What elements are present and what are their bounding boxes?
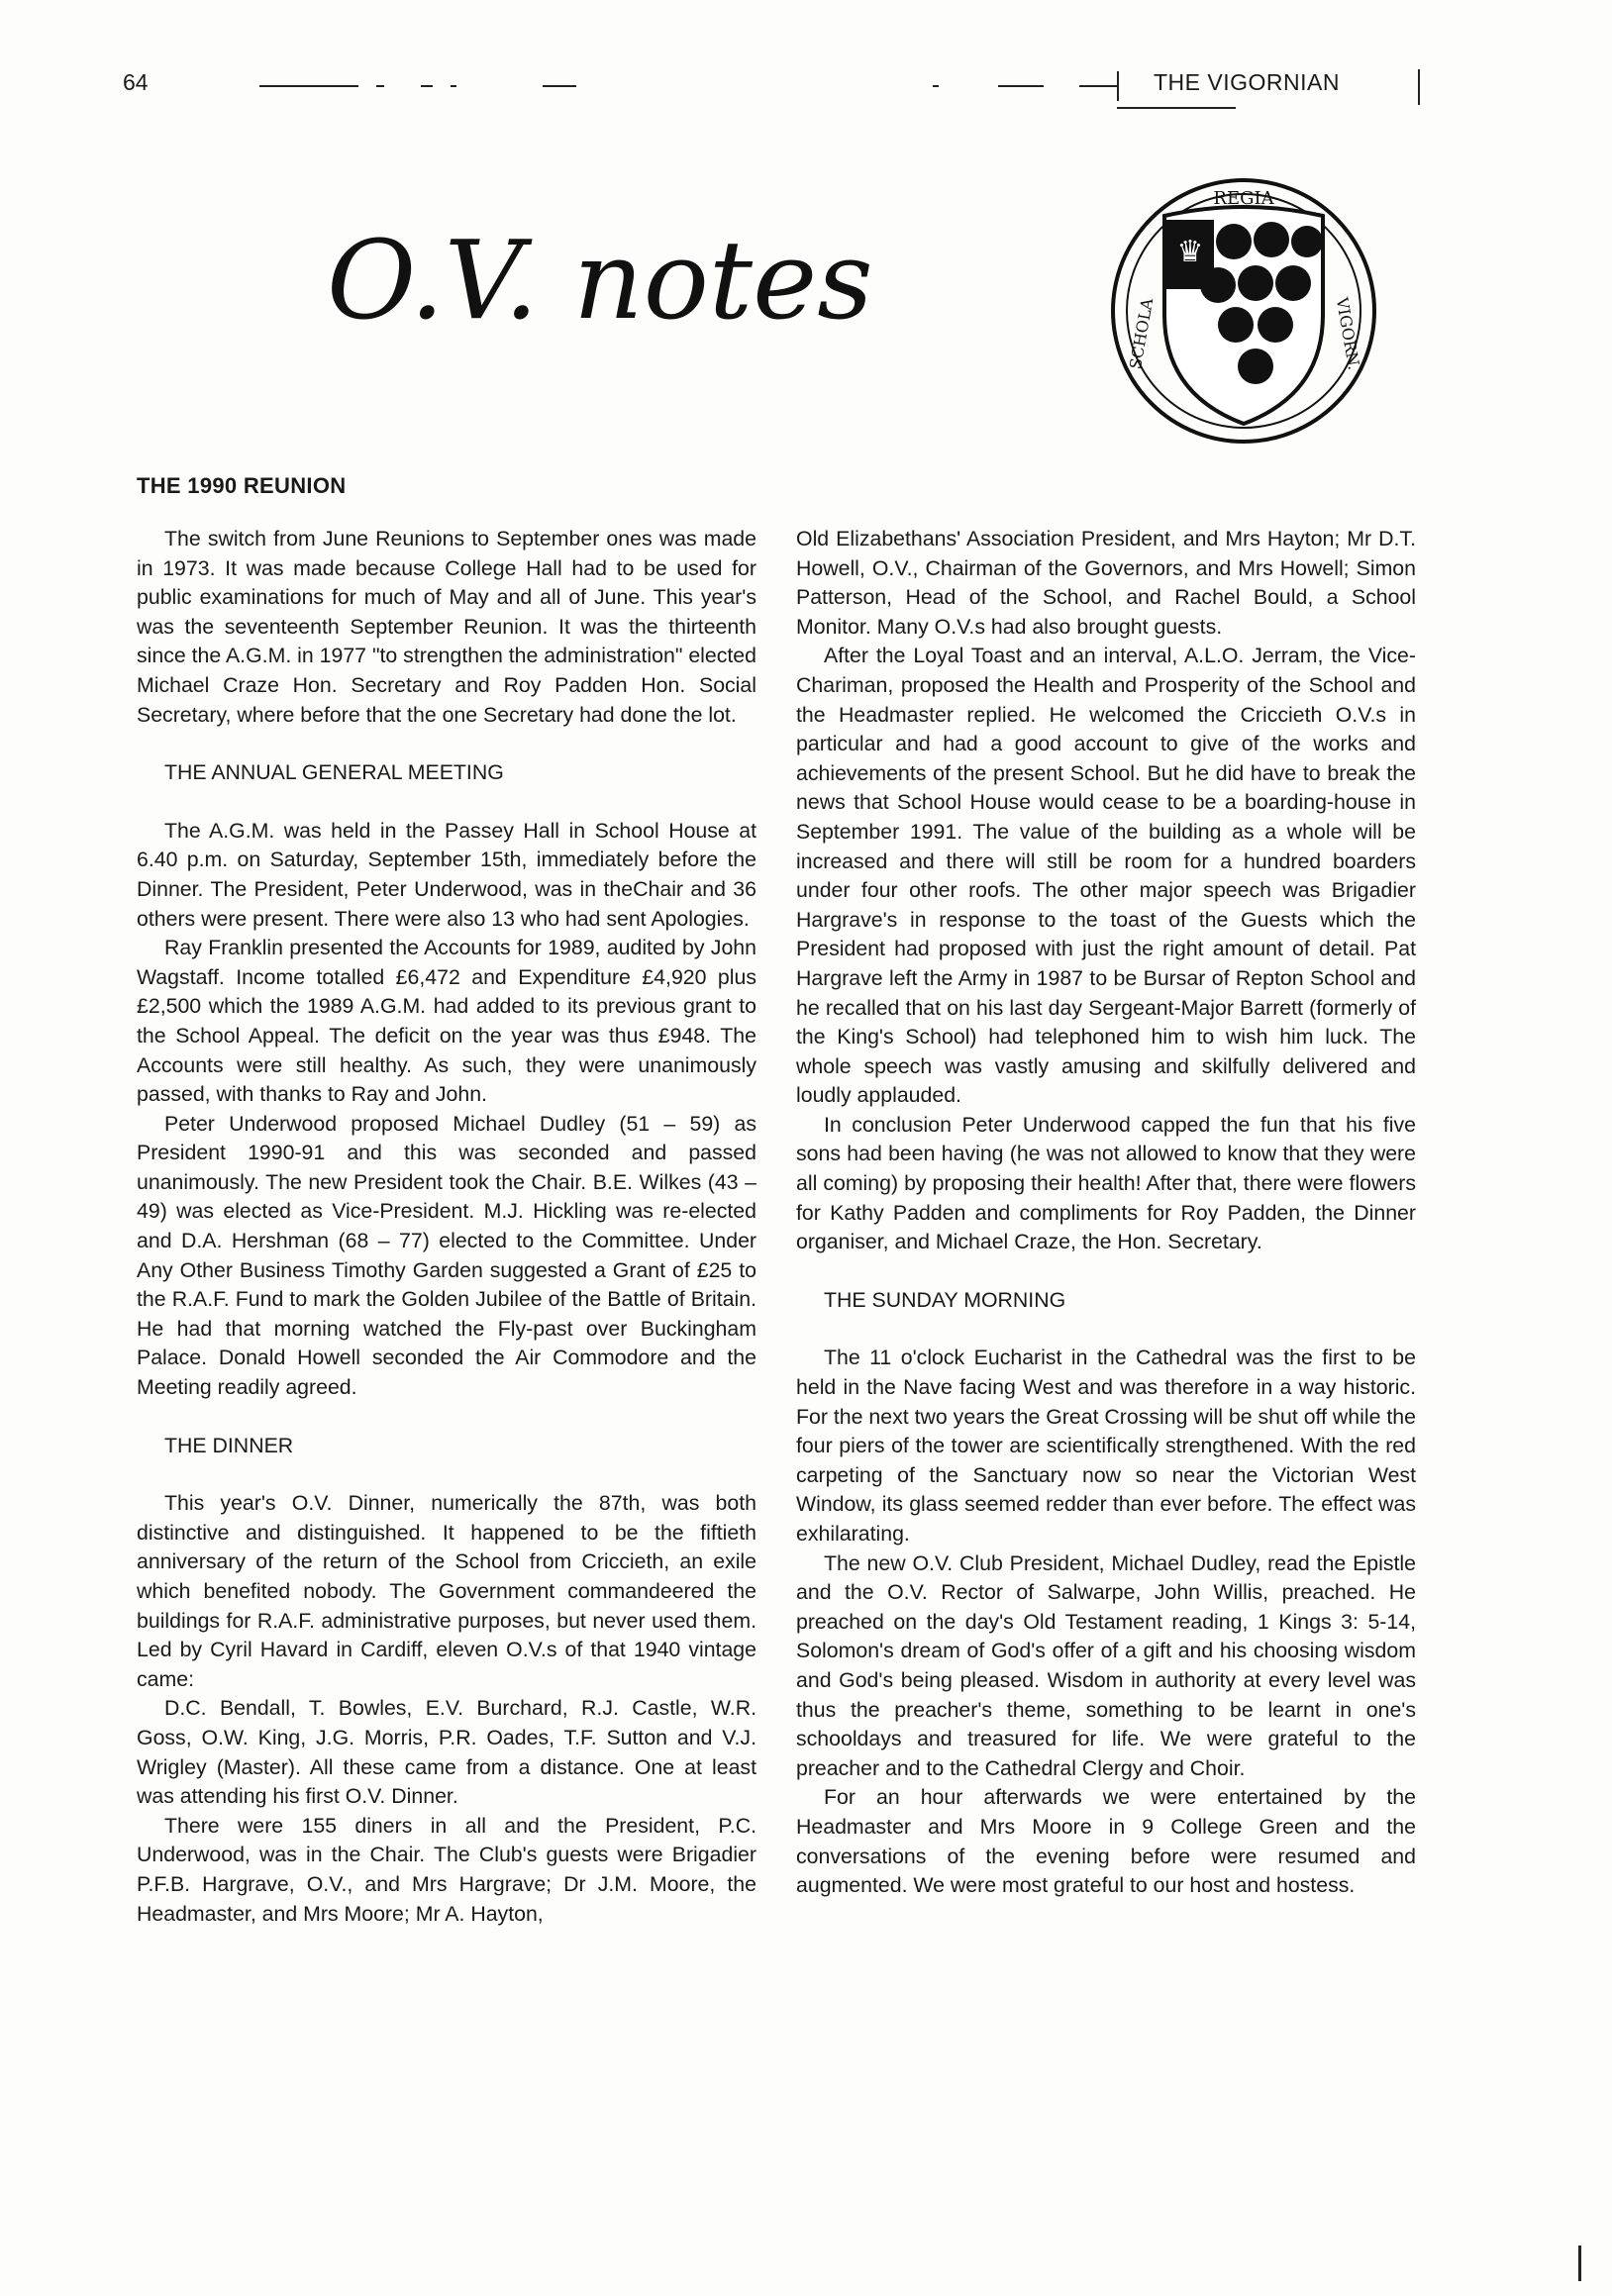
header-rule	[933, 85, 939, 87]
header-rule	[998, 85, 1044, 87]
section-title: THE 1990 REUNION	[137, 473, 347, 498]
paragraph: The 11 o'clock Eucharist in the Cathedral was the first to be held in the Nave facing West and was therefore in a way historic. For the next two years the Great Crossing will be shut off while the four piers of the tower are scientifically strengthened. With the red carpeting of the Sanctuary now so near the Victorian West Window, its glass seemed redder than ever before. The effect was exhilarating.	[796, 1346, 1416, 1546]
paragraph: D.C. Bendall, T. Bowles, E.V. Burchard, R.J. Castle, W.R. Goss, O.W. King, J.G. Morris, P.R. Oades, T.F. Sutton and V.J. Wrigley (Master). All these came from a distance. One at least was attending his first O.V. Dinner.	[137, 1696, 756, 1809]
paragraph: Old Elizabethans' Association President, and Mrs Hayton; Mr D.T. Howell, O.V., Chairman of the Governors, and Mrs Howell; Simon Patterson, Head of the School, and Rachel Bould, a School Monitor. Many O.V.s had also brought guests.	[796, 527, 1416, 639]
header-rule	[376, 85, 384, 87]
text-column-left	[137, 525, 756, 1929]
header-rule	[451, 85, 456, 87]
paragraph: Ray Franklin presented the Accounts for 1989, audited by John Wagstaff. Income totalled £6,472 and Expenditure £4,920 plus £2,500 which the 1989 A.G.M. had added to its previous grant to the School Appeal. The deficit on the year was thus £948. The Accounts were still healthy. As such, they were unanimously passed, with thanks to Ray and John.	[137, 936, 756, 1107]
paragraph: After the Loyal Toast and an interval, A.L.O. Jerram, the Vice-Chariman, proposed the Health and Prosperity of the School and the Headmaster replied. He welcomed the Criccieth O.V.s in particular and had a good account to give of the works and achievements of the present School. But he did have to break the news that School House would cease to be a boarding-house in September 1991. The value of the building as a whole will be increased and there will still be room for a hundred boarders under four other roofs. The other major speech was Brigadier Hargrave's in response to the toast of the Guests which the President had proposed with just the right amount of detail. Pat Hargrave left the Army in 1987 to be Bursar of Repton School and he recalled that on his last day Sergeant-Major Barrett (formerly of the King's School) had telephoned him to wish him luck. The whole speech was vastly amusing and skilfully delivered and loudly applauded.	[796, 644, 1416, 1108]
crest-motto-left: SCHOLA	[1125, 296, 1158, 371]
subsection-heading: THE ANNUAL GENERAL MEETING	[164, 760, 504, 785]
header-rule	[1117, 71, 1119, 101]
page-number: 64	[123, 69, 149, 95]
text-column-right	[796, 525, 1416, 1901]
crest-motto-top: REGIA	[1213, 188, 1274, 209]
paragraph: Peter Underwood proposed Michael Dudley (51 – 59) as President 1990-91 and this was seconded and passed unanimously. The new President took the Chair. B.E. Wilkes (43 – 49) was elected as Vice-President. M.J. Hickling was re-elected and D.A. Hershman (68 – 77) elected to the Committee. Under Any Other Business Timothy Garden suggested a Grant of £25 to the R.A.F. Fund to mark the Golden Jubilee of the Battle of Britain. He had that morning watched the Fly-past over Buckingham Palace. Donald Howell seconded the Air Commodore and the Meeting readily agreed.	[137, 1111, 756, 1400]
school-crest-icon	[1109, 176, 1378, 446]
header-rule	[1117, 107, 1236, 109]
svg-text:♛: ♛	[1176, 235, 1204, 269]
header-rule	[1079, 85, 1117, 87]
paragraph: There were 155 diners in all and the President, P.C. Underwood, was in the Chair. The Club's guests were Brigadier P.F.B. Hargrave, O.V., and Mrs Hargrave; Dr J.M. Moore, the Headmaster, and Mrs Moore; Mr A. Hayton,	[137, 1813, 756, 1926]
subsection-heading: THE DINNER	[164, 1433, 294, 1457]
header-rule	[543, 85, 576, 87]
paragraph: The new O.V. Club President, Michael Dudley, read the Epistle and the O.V. Rector of Salwarpe, John Willis, preached. He preached on the day's Old Testament reading, 1 Kings 3: 5-14, Solomon's dream of God's offer of a gift and his choosing wisdom and God's being pleased. Wisdom in authority at every level was thus the preacher's theme, something to be learnt in one's schooldays and treasured for life. We were grateful to the preacher and to the Cathedral Clergy and Choir.	[796, 1550, 1416, 1780]
page-title: O.V. notes	[327, 217, 873, 344]
crest-motto-right: VIGORN.	[1332, 296, 1364, 372]
header-rule	[1418, 69, 1420, 105]
publication-title: THE VIGORNIAN	[1154, 69, 1340, 95]
scan-edge-mark	[1578, 2246, 1581, 2281]
paragraph: The switch from June Reunions to September ones was made in 1973. It was made because College Hall had to be used for public examinations for much of May and all of June. This year's was the seventeenth September Reunion. It was the thirteenth since the A.G.M. in 1977 "to strengthen the administration" elected Michael Craze Hon. Secretary and Roy Padden Hon. Social Secretary, where before that the one Secretary had done the lot.	[137, 527, 756, 727]
subsection-heading: THE SUNDAY MORNING	[824, 1287, 1066, 1312]
paragraph: The A.G.M. was held in the Passey Hall in School House at 6.40 p.m. on Saturday, September 15th, immediately before the Dinner. The President, Peter Underwood, was in theChair and 36 others were present. There were also 13 who had sent Apologies.	[137, 818, 756, 931]
paragraph: This year's O.V. Dinner, numerically the 87th, was both distinctive and distinguished. It happened to be the fiftieth anniversary of the return of the School from Criccieth, an exile which benefited nobody. The Government commandeered the buildings for R.A.F. administrative purposes, but never used them. Led by Cyril Havard in Cardiff, eleven O.V.s of that 1940 vintage came:	[137, 1491, 756, 1691]
header-rule	[421, 85, 433, 87]
header-rule	[259, 85, 358, 87]
paragraph: For an hour afterwards we were entertained by the Headmaster and Mrs Moore in 9 College Green and the conversations of the evening before were resumed and augmented. We were most grateful to our host and hostess.	[796, 1785, 1416, 1898]
paragraph: In conclusion Peter Underwood capped the fun that his five sons had been having (he was not allowed to know that they were all coming) by proposing their health! After that, there were flowers for Kathy Padden and compliments for Roy Padden, the Dinner organiser, and Michael Craze, the Hon. Secretary.	[796, 1112, 1416, 1254]
